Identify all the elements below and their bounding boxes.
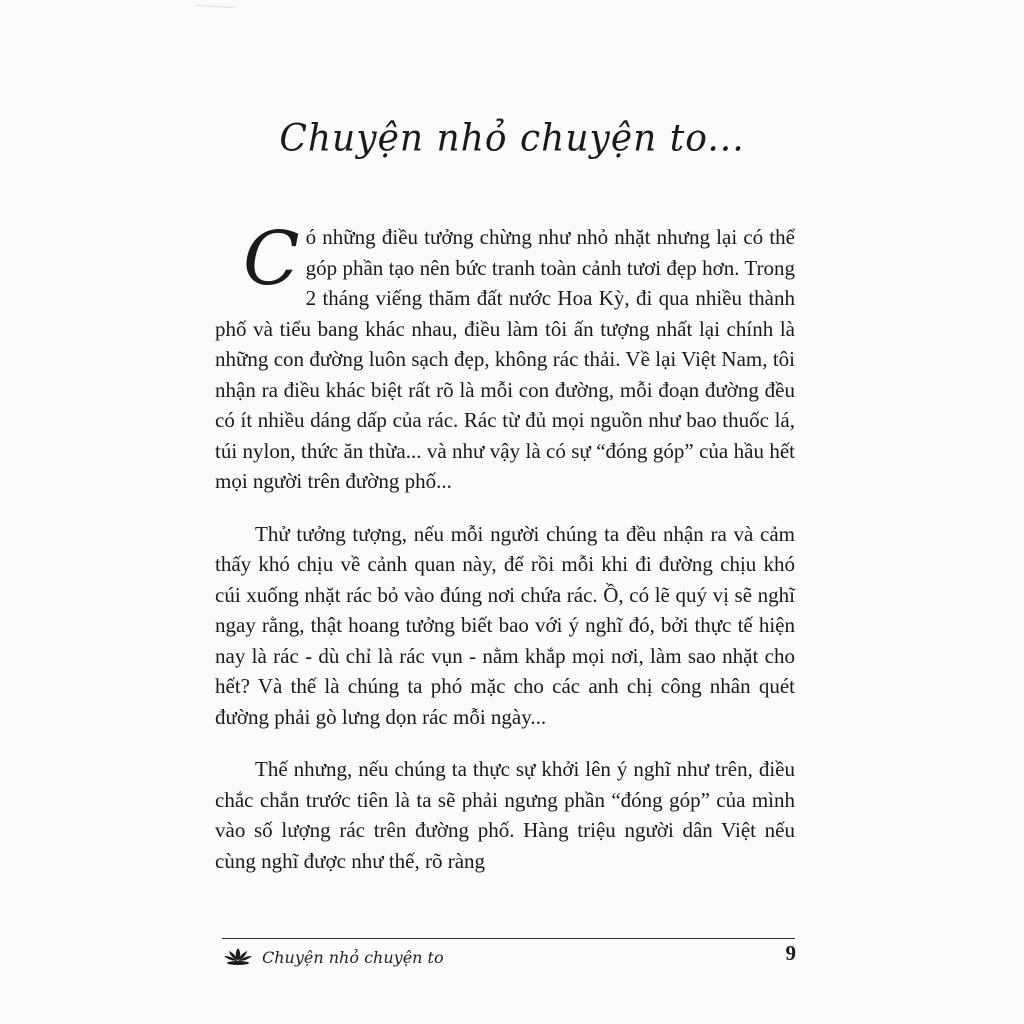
page-number: 9 [785,941,796,965]
chapter-title: Chuyện nhỏ chuyện to... [279,116,745,161]
drop-cap: C [243,216,300,302]
paragraph-1-text: ó những điều tưởng chừng như nhỏ nhặt nhưng lại có thể góp phần tạo nên bức tranh toàn cảnh tươi đẹp hơn. Trong 2 tháng viếng thăm đất nước Hoa Kỳ, đi qua nhiều thành phố và tiểu bang khác nhau, điều làm tôi ấn tượng nhất lại chính là những con đường luôn sạch đẹp, không rác thải. Về lại Việt Nam, tôi nhận ra điều khác biệt rất rõ là mỗi con đường, mỗi đoạn đường đều có ít nhiều dáng dấp của rác. Rác từ đủ mọi nguồn như bao thuốc lá, túi nylon, thức ăn thừa... và như vậy là có sự “đóng góp” của hầu hết mọi người trên đường phố... [215,225,795,493]
paragraph-2: Thử tưởng tượng, nếu mỗi người chúng ta đều nhận ra và cảm thấy khó chịu về cảnh quan này, để rồi mỗi khi đi đường chịu khó cúi xuống nhặt rác bỏ vào đúng nơi chứa rác. Ồ, có lẽ quý vị sẽ nghĩ ngay rằng, thật hoang tưởng biết bao với ý nghĩ đó, bởi thực tế hiện nay là rác - dù chỉ là rác vụn - nằm khắp mọi nơi, làm sao nhặt cho hết? Và thế là chúng ta phó mặc cho các anh chị công nhân quét đường phải gò lưng dọn rác mỗi ngày... [215,521,795,729]
lotus-icon [222,946,254,966]
running-title: Chuyện nhỏ chuyện to [262,948,444,967]
paragraph-1 [215,216,795,497]
footer-divider [222,938,795,939]
paragraph-3: Thế nhưng, nếu chúng ta thực sự khởi lên ý nghĩ như trên, điều chắc chắn trước tiên là ta sẽ phải ngưng phần “đóng góp” của mình vào số lượng rác trên đường phố. Hàng triệu người dân Việt nếu cùng nghĩ được như thế, rõ ràng [215,757,795,873]
chapter-body [215,216,795,898]
page-mark [195,5,235,9]
